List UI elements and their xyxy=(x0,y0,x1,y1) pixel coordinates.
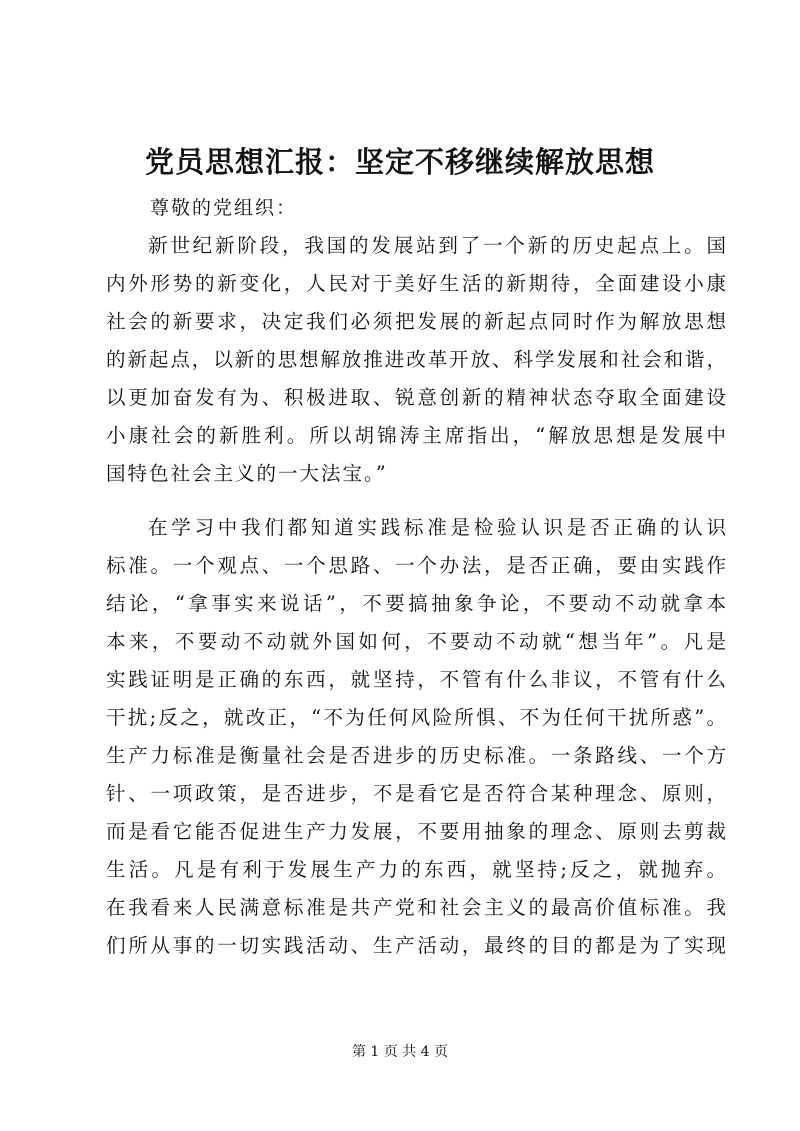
body-line: 们所从事的一切实践活动、生产活动，最终的目的都是为了实现 xyxy=(106,934,726,957)
body-line: 小康社会的新胜利。所以胡锦涛主席指出，“解放思想是发展中 xyxy=(106,424,726,447)
body-line: 实践证明是正确的东西，就坚持，不管有什么非议，不管有什么 xyxy=(106,668,726,691)
body-line: 生产力标准是衡量社会是否进步的历史标准。一条路线、一个方 xyxy=(106,744,726,767)
body-line: 新世纪新阶段，我国的发展站到了一个新的历史起点上。国 xyxy=(148,234,726,257)
body-line: 针、一项政策，是否进步，不是看它是否符合某种理念、原则， xyxy=(106,782,726,805)
body-line: 生活。凡是有利于发展生产力的东西，就坚持;反之，就抛弃。 xyxy=(106,858,726,881)
body-line: 结论，“拿事实来说话”，不要搞抽象争论，不要动不动就拿本 xyxy=(106,592,726,615)
body-line: 标准。一个观点、一个思路、一个办法，是否正确，要由实践作 xyxy=(106,554,726,577)
page-number-footer: 第 1 页 共 4 页 xyxy=(351,1044,449,1060)
body-line: 以更加奋发有为、积极进取、锐意创新的精神状态夺取全面建设 xyxy=(106,386,726,409)
document-title: 党员思想汇报：坚定不移继续解放思想 xyxy=(144,145,655,179)
body-line: 国特色社会主义的一大法宝。” xyxy=(106,462,388,485)
body-line: 在学习中我们都知道实践标准是检验认识是否正确的认识 xyxy=(148,516,726,539)
body-line: 社会的新要求，决定我们必须把发展的新起点同时作为解放思想 xyxy=(106,310,726,333)
body-line: 的新起点，以新的思想解放推进改革开放、科学发展和社会和谐， xyxy=(106,348,726,371)
body-line: 内外形势的新变化，人民对于美好生活的新期待，全面建设小康 xyxy=(106,272,726,295)
body-line: 本来，不要动不动就外国如何，不要动不动就“想当年”。凡是 xyxy=(106,630,726,653)
body-line: 干扰;反之，就改正，“不为任何风险所惧、不为任何干扰所惑”。 xyxy=(106,706,726,729)
body-line: 在我看来人民满意标准是共产党和社会主义的最高价值标准。我 xyxy=(106,896,726,919)
body-line: 而是看它能否促进生产力发展，不要用抽象的理念、原则去剪裁 xyxy=(106,820,726,843)
salutation: 尊敬的党组织： xyxy=(150,197,298,219)
